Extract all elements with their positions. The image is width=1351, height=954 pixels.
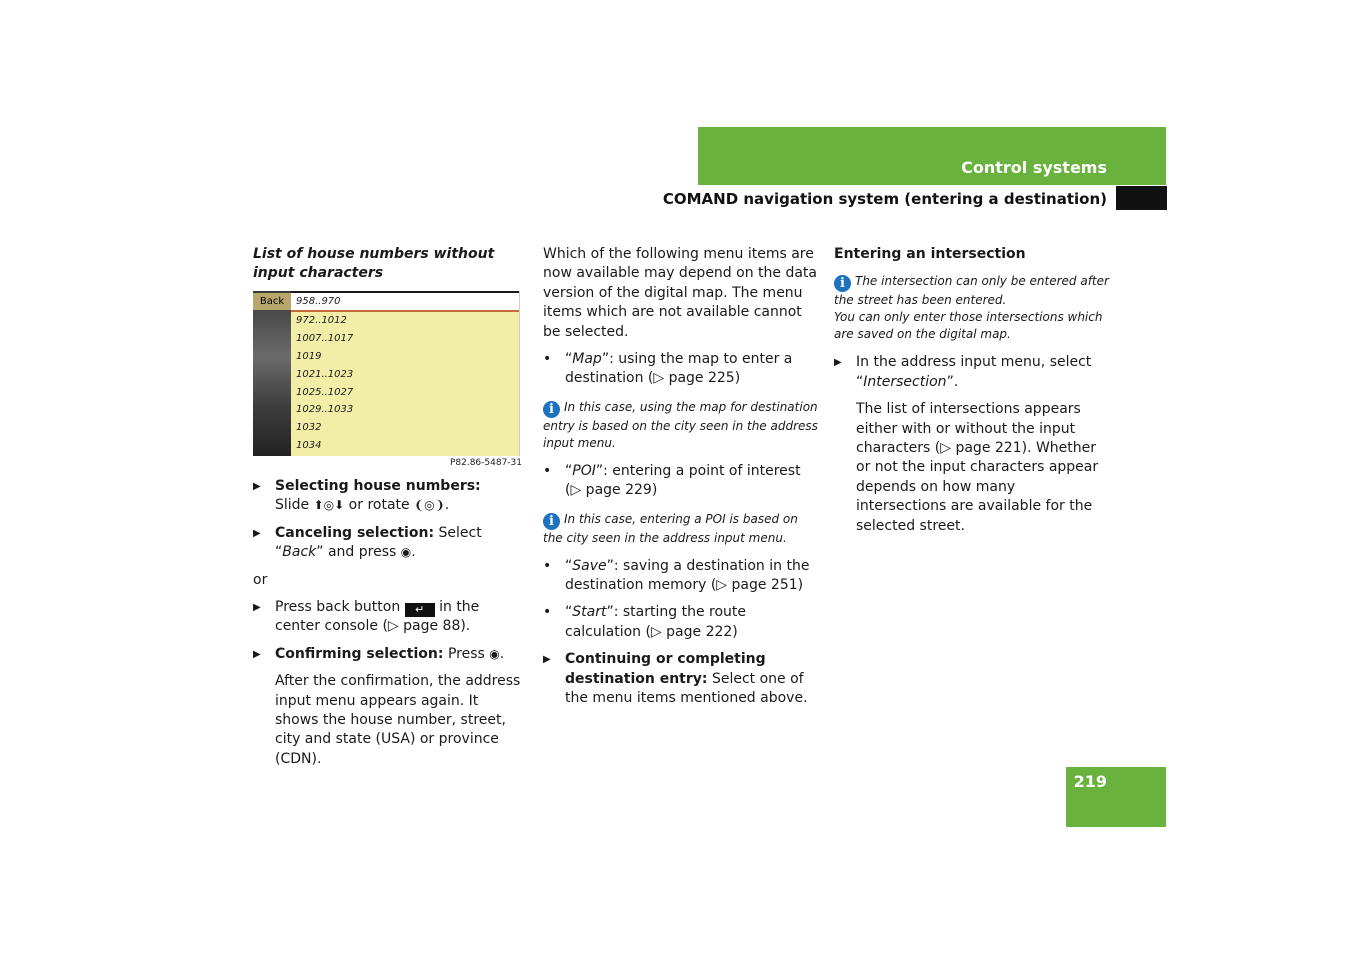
step-cancel: ▶ Canceling selection: Select “Back” and press ◉.: [253, 524, 482, 561]
list-item[interactable]: 1021..1023: [296, 368, 354, 380]
menu-item-map: • “Map”: using the map to enter a destination (▷ page 225): [543, 351, 793, 387]
section-title: Control systems: [961, 158, 1107, 177]
subsection-title: COMAND navigation system (entering a destination): [662, 190, 1107, 208]
knob-rotate-icon: ❨◎❩: [414, 498, 445, 513]
back-button-icon: ↵: [405, 603, 435, 617]
menu-item-start: • “Start”: starting the route calculation (▷ page 222): [543, 604, 747, 640]
bullet-icon: •: [543, 604, 552, 621]
triangle-right-icon: ▶: [253, 527, 261, 539]
info-icon: i: [543, 401, 560, 418]
triangle-right-icon: ▶: [834, 357, 842, 369]
knob-slide-icon: ⬆◎⬇: [313, 498, 345, 513]
step-select-house: ▶ Selecting house numbers: Slide ⬆◎⬇ or rotate ❨◎❩.: [253, 478, 481, 514]
header-tab-marker: [1116, 186, 1167, 210]
menu-item-save: • “Save”: saving a destination in the destination memory (▷ page 251): [543, 557, 810, 594]
list-item[interactable]: 1034: [296, 440, 322, 452]
figure-caption: P82.86-5487-31: [449, 458, 522, 468]
list-item[interactable]: 1025..1027: [296, 386, 354, 398]
triangle-right-icon: ▶: [543, 654, 551, 666]
map-preview: [253, 291, 291, 456]
bullet-icon: •: [543, 351, 552, 368]
screen-list-top-item[interactable]: 958..970: [291, 293, 519, 310]
column-1-steps: [253, 477, 525, 769]
triangle-right-icon: ▶: [253, 481, 261, 492]
house-number-screen: [253, 291, 525, 456]
or-text: or: [253, 571, 268, 588]
knob-press-icon: ◉: [489, 646, 500, 661]
list-item[interactable]: 1007..1017: [296, 332, 354, 344]
page-number: 219: [1073, 772, 1107, 791]
step-confirm: ▶ Confirming selection: Press ◉.: [253, 645, 525, 664]
column-3: [834, 245, 1109, 536]
column-3-heading: Entering an intersection: [834, 246, 1026, 262]
menu-intro: Which of the following menu items are now available may depend on the data version of the digital map. The menu items which are not available cannot be selected.: [543, 246, 817, 340]
info-note-poi: i In this case, entering a POI is based on the city seen in the address input menu.: [543, 511, 798, 545]
screen-back-button[interactable]: Back: [253, 293, 291, 310]
step-back-button: ▶ Press back button ↵ in the center console (▷ page 88).: [253, 599, 480, 635]
step-select-intersection: ▶ In the address input menu, select “Intersection”.: [834, 354, 1092, 390]
triangle-right-icon: ▶: [253, 648, 261, 660]
knob-press-icon: ◉: [400, 545, 412, 560]
bullet-icon: •: [543, 462, 552, 479]
list-item[interactable]: 972..1012: [296, 315, 347, 326]
menu-item-poi: • “POI”: entering a point of interest (▷ page 229): [543, 462, 801, 499]
triangle-right-icon: ▶: [253, 602, 261, 614]
screen-scrollbar[interactable]: [519, 291, 525, 456]
info-note-map: i In this case, using the map for destination entry is based on the city seen in the address input menu.: [543, 399, 818, 450]
info-icon: i: [543, 513, 560, 530]
column-1: [253, 245, 513, 284]
after-confirmation-text: After the confirmation, the address input menu appears again. It shows the house number, street, city and state (USA) or province (CDN).: [275, 673, 521, 767]
house-number-list: [291, 310, 519, 456]
list-item[interactable]: 1032: [296, 422, 322, 434]
list-item[interactable]: 1029..1033: [296, 404, 354, 416]
column-1-heading: List of house numbers without input characters: [253, 246, 495, 282]
info-icon: i: [834, 275, 851, 292]
info-note-intersection: i The intersection can only be entered after the street has been entered. You can only enter those intersections which are saved on the digital map.: [834, 274, 1109, 342]
bullet-icon: •: [543, 557, 552, 574]
step-continue: ▶ Continuing or completing destination entry: Select one of the menu items mentioned above.: [543, 651, 808, 707]
intersection-list-text: The list of intersections appears either with or without the input characters (▷ page 221). Whether or not the input characters appear depends on how many intersections are available for the selected street.: [856, 401, 1099, 534]
column-2: [543, 245, 818, 709]
list-item[interactable]: 1019: [296, 350, 322, 362]
